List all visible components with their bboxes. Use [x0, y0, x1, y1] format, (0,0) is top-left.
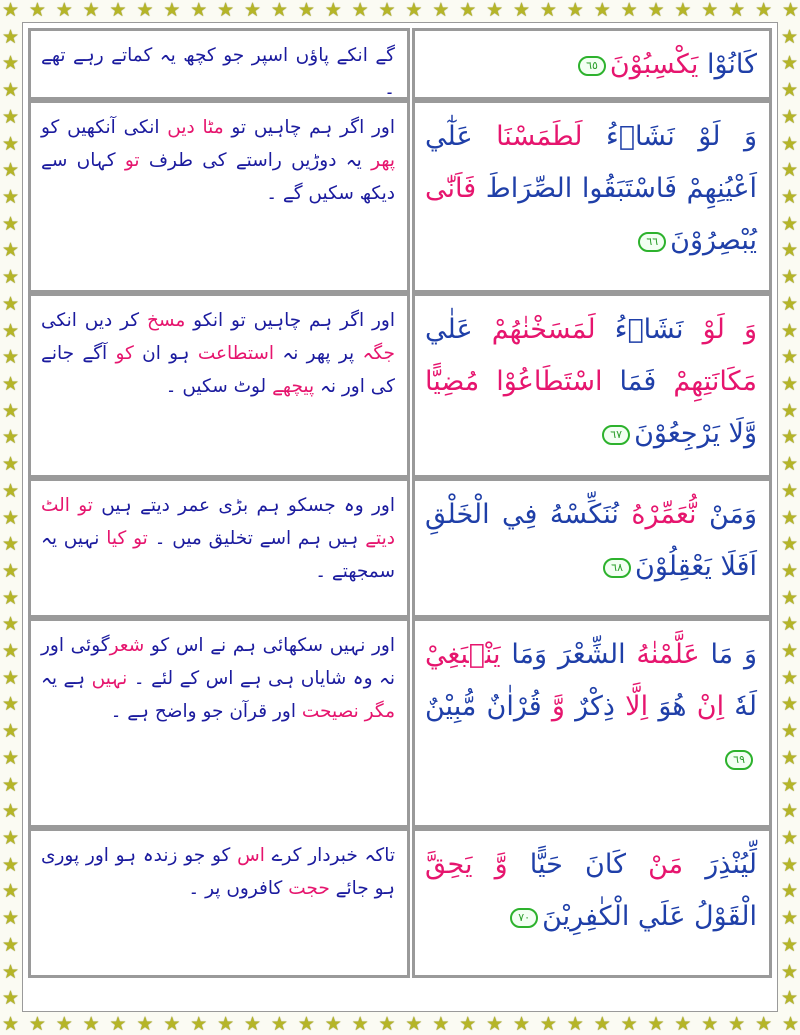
- star-icon: ★: [486, 1013, 504, 1035]
- ayah-number-marker: ٦٥: [578, 56, 606, 76]
- urdu-phrase: اس: [237, 845, 265, 866]
- urdu-phrase: انکی آنکھیں کو: [41, 117, 168, 138]
- verse-row: [28, 828, 772, 978]
- star-icon: ★: [780, 559, 799, 582]
- star-icon: ★: [674, 1013, 692, 1035]
- ayah-number-marker: ٦٩: [725, 750, 753, 770]
- star-icon: ★: [1, 987, 20, 1010]
- arabic-word: اَفَلَا يَعْقِلُوْنَ: [634, 551, 757, 582]
- star-icon: ★: [1, 79, 20, 102]
- arabic-word: مَكَانَتِهِمْ: [656, 366, 757, 397]
- star-icon: ★: [728, 1013, 746, 1035]
- star-icon: ★: [1, 907, 20, 930]
- star-icon: ★: [780, 880, 799, 903]
- star-icon: ★: [190, 1013, 208, 1035]
- arabic-verse-text: [425, 489, 757, 593]
- star-icon: ★: [780, 426, 799, 449]
- star-icon: ★: [1, 933, 20, 956]
- star-icon: ★: [244, 1013, 262, 1035]
- star-icon: ★: [701, 1013, 719, 1035]
- star-icon: ★: [351, 0, 369, 21]
- star-icon: ★: [780, 105, 799, 128]
- arabic-word: عَلٰٓي اَعْيُنِهِمْ فَاسْتَبَقُوا الصِّرَاطَ: [425, 121, 757, 204]
- arabic-word: وَ مَا: [699, 639, 757, 670]
- star-icon: ★: [1, 586, 20, 609]
- urdu-phrase: کہاں سے دیکھ سکیں گے ۔: [41, 150, 395, 204]
- urdu-translation-cell: [28, 618, 410, 828]
- arabic-word: فَمَا: [602, 366, 657, 397]
- star-icon: ★: [1, 559, 20, 582]
- arabic-verse-cell: [412, 100, 772, 293]
- star-icon: ★: [109, 1013, 127, 1035]
- urdu-phrase: کافروں پر ۔: [188, 878, 289, 899]
- star-icon: ★: [780, 292, 799, 315]
- arabic-word: فَاَنّٰى: [425, 173, 477, 204]
- star-icon: ★: [297, 1013, 315, 1035]
- star-icon: ★: [1, 853, 20, 876]
- arabic-verse-cell: [412, 618, 772, 828]
- urdu-phrase: کر دیں انکی: [41, 310, 147, 331]
- star-icon: ★: [1, 52, 20, 75]
- star-icon: ★: [620, 0, 638, 21]
- urdu-phrase: گے انکے پاؤں اسپر جو کچھ یہ کماتے رہے تھے ۔: [41, 45, 395, 99]
- arabic-word: يَنْۢبَغِيْ: [425, 639, 501, 670]
- star-icon: ★: [270, 1013, 288, 1035]
- arabic-word: وَّلَا يَرْجِعُوْنَ: [634, 418, 757, 449]
- star-icon: ★: [297, 0, 315, 21]
- star-icon: ★: [1, 746, 20, 769]
- arabic-verse-text: [425, 629, 757, 785]
- urdu-phrase: پر پھر نہ: [274, 343, 363, 364]
- star-icon: ★: [780, 372, 799, 395]
- arabic-word: لَهٗ: [724, 691, 758, 722]
- arabic-word: يُبْصِرُوْنَ: [670, 225, 757, 256]
- star-icon: ★: [1, 426, 20, 449]
- star-icon: ★: [780, 399, 799, 422]
- urdu-translation-text: [41, 39, 395, 105]
- star-icon: ★: [781, 0, 800, 21]
- urdu-translation-text: [41, 111, 395, 210]
- urdu-translation-text: [41, 839, 395, 905]
- star-icon: ★: [486, 0, 504, 21]
- ayah-number-marker: ٦٦: [638, 232, 666, 252]
- star-icon: ★: [1, 212, 20, 235]
- star-icon: ★: [1, 372, 20, 395]
- verse-row: [28, 293, 772, 478]
- star-icon: ★: [28, 1013, 46, 1035]
- arabic-word: لَمَسَخْنٰهُمْ: [472, 314, 596, 345]
- star-icon: ★: [780, 666, 799, 689]
- star-icon: ★: [190, 0, 208, 21]
- star-icon: ★: [780, 185, 799, 208]
- star-icon: ★: [1, 132, 20, 155]
- urdu-translation-text: [41, 489, 395, 588]
- star-icon: ★: [780, 319, 799, 342]
- urdu-phrase: جگہ: [362, 343, 395, 364]
- urdu-phrase: تاکہ خبردار کرے: [264, 845, 395, 866]
- star-icon: ★: [780, 239, 799, 262]
- star-icon: ★: [780, 79, 799, 102]
- star-icon: ★: [780, 479, 799, 502]
- star-icon: ★: [513, 0, 531, 21]
- star-icon: ★: [82, 1013, 100, 1035]
- star-icon: ★: [1, 319, 20, 342]
- star-icon: ★: [1, 292, 20, 315]
- star-icon: ★: [217, 1013, 235, 1035]
- verse-row: [28, 100, 772, 293]
- star-icon: ★: [351, 1013, 369, 1035]
- star-icon: ★: [780, 987, 799, 1010]
- star-icon: ★: [1, 720, 20, 743]
- star-icon: ★: [1, 800, 20, 823]
- arabic-word: عَلٰي: [425, 314, 473, 345]
- urdu-phrase: پھر: [371, 150, 395, 171]
- urdu-phrase: شعر: [109, 635, 145, 656]
- arabic-word: مَنْ: [625, 849, 684, 880]
- star-icon: ★: [270, 0, 288, 21]
- star-icon: ★: [780, 52, 799, 75]
- urdu-translation-cell: [28, 28, 410, 100]
- star-icon: ★: [1, 239, 20, 262]
- arabic-word: نُنَكِّسْهُ فِي الْخَلْقِ: [425, 499, 619, 530]
- star-icon: ★: [1, 479, 20, 502]
- urdu-translation-cell: [28, 828, 410, 978]
- star-icon: ★: [593, 1013, 611, 1035]
- star-icon: ★: [780, 132, 799, 155]
- star-icon: ★: [55, 0, 73, 21]
- urdu-phrase: کو جو زندہ ہو اور پوری ہو جائے: [41, 845, 395, 899]
- urdu-phrase: گوئی اور نہ وہ شایاں ہی ہے اس کے لئے ۔: [41, 635, 396, 689]
- arabic-word: كَانَ حَيًّا: [507, 849, 626, 880]
- urdu-translation-cell: [28, 293, 410, 478]
- star-icon: ★: [163, 1013, 181, 1035]
- urdu-translation-cell: [28, 100, 410, 293]
- urdu-phrase: ہیں ہم اسے تخلیق میں ۔: [147, 528, 366, 549]
- star-icon: ★: [728, 0, 746, 21]
- urdu-phrase: ہو ان: [133, 343, 198, 364]
- star-icon: ★: [1, 693, 20, 716]
- urdu-phrase: مسخ: [146, 310, 186, 331]
- urdu-phrase: نصیحت: [301, 701, 359, 722]
- urdu-phrase: ہے یہ: [41, 668, 92, 689]
- star-icon: ★: [780, 640, 799, 663]
- star-icon: ★: [780, 853, 799, 876]
- star-icon: ★: [1, 0, 20, 21]
- star-icon: ★: [780, 960, 799, 983]
- star-icon: ★: [780, 720, 799, 743]
- star-icon: ★: [539, 1013, 557, 1035]
- arabic-word: اِلَّا: [614, 691, 649, 722]
- urdu-phrase: یہ دوڑیں راستے کی طرف: [139, 150, 372, 171]
- urdu-phrase: حجت: [288, 878, 330, 899]
- arabic-verse-text: [425, 304, 757, 460]
- star-icon: ★: [780, 693, 799, 716]
- star-icon: ★: [405, 0, 423, 21]
- arabic-word: وَّ يَحِقَّ: [425, 849, 508, 880]
- star-icon: ★: [780, 773, 799, 796]
- star-icon: ★: [1, 266, 20, 289]
- star-icon: ★: [1, 960, 20, 983]
- star-icon: ★: [780, 586, 799, 609]
- star-icon: ★: [1, 453, 20, 476]
- arabic-verse-cell: [412, 293, 772, 478]
- star-icon: ★: [109, 0, 127, 21]
- urdu-translation-text: [41, 629, 395, 728]
- arabic-word: اسْتَطَاعُوْا مُضِيًّا: [425, 366, 603, 397]
- star-icon: ★: [1, 880, 20, 903]
- star-icon: ★: [1, 159, 20, 182]
- urdu-phrase: تو الٹ دیتے: [41, 495, 395, 549]
- urdu-phrase: اور قرآن جو واضح ہے ۔: [110, 701, 302, 722]
- arabic-word: وَ لَوْ: [683, 314, 757, 345]
- star-icon: ★: [136, 0, 154, 21]
- star-icon: ★: [755, 0, 773, 21]
- arabic-word: الشِّعْرَ وَمَا: [500, 639, 626, 670]
- star-icon: ★: [780, 907, 799, 930]
- star-icon: ★: [566, 1013, 584, 1035]
- urdu-phrase: اور اگر ہم چاہیں تو انکو: [185, 310, 395, 331]
- urdu-phrase: اور نہیں سکھائی ہم نے اس کو: [144, 635, 395, 656]
- star-icon: ★: [28, 0, 46, 21]
- arabic-word: لَطَمَسْنَا: [472, 121, 583, 152]
- star-icon: ★: [1, 1013, 20, 1035]
- verse-row: [28, 28, 772, 100]
- arabic-word: لِّيُنْذِرَ: [683, 849, 757, 880]
- star-icon: ★: [217, 0, 235, 21]
- star-icon: ★: [1, 399, 20, 422]
- star-icon: ★: [244, 0, 262, 21]
- arabic-word: كَانُوْا: [698, 49, 757, 80]
- star-icon: ★: [324, 0, 342, 21]
- arabic-word: نَشَاۗءُ: [595, 314, 684, 345]
- arabic-word: اِنْ: [686, 691, 725, 722]
- arabic-word: يَكْسِبُوْنَ: [609, 49, 699, 80]
- star-icon: ★: [539, 0, 557, 21]
- ayah-number-marker: ٦٧: [602, 425, 630, 445]
- star-icon: ★: [781, 1013, 800, 1035]
- arabic-word: وَ لَوْ نَشَاۗءُ: [582, 121, 758, 152]
- star-icon: ★: [1, 827, 20, 850]
- star-icon: ★: [163, 0, 181, 21]
- urdu-phrase: مگر: [364, 701, 395, 722]
- star-icon: ★: [780, 159, 799, 182]
- star-icon: ★: [459, 1013, 477, 1035]
- star-icon: ★: [755, 1013, 773, 1035]
- star-icon: ★: [647, 1013, 665, 1035]
- star-icon: ★: [1, 25, 20, 48]
- urdu-phrase: کو: [115, 343, 134, 364]
- urdu-phrase: پیچھے: [272, 376, 315, 397]
- star-icon: ★: [780, 613, 799, 636]
- star-icon: ★: [780, 453, 799, 476]
- star-icon: ★: [780, 827, 799, 850]
- arabic-word: نُّعَمِّرْهُ: [618, 499, 697, 530]
- star-icon: ★: [459, 0, 477, 21]
- urdu-phrase: نہیں: [91, 668, 128, 689]
- verse-row: [28, 478, 772, 618]
- ayah-number-marker: ٦٨: [603, 558, 631, 578]
- star-icon: ★: [405, 1013, 423, 1035]
- star-icon: ★: [780, 800, 799, 823]
- urdu-phrase: آگے جانے کی اور نہ: [41, 343, 395, 397]
- star-icon: ★: [1, 105, 20, 128]
- star-icon: ★: [780, 266, 799, 289]
- star-icon: ★: [780, 533, 799, 556]
- star-icon: ★: [780, 506, 799, 529]
- arabic-word: هُوَ: [648, 691, 687, 722]
- urdu-phrase: مٹا دیں: [167, 117, 224, 138]
- arabic-word: وَّ: [541, 691, 565, 722]
- star-icon: ★: [136, 1013, 154, 1035]
- arabic-word: قُرْاٰنٌ: [476, 691, 542, 722]
- urdu-phrase: تو: [124, 150, 140, 171]
- star-icon: ★: [1, 185, 20, 208]
- star-icon: ★: [780, 346, 799, 369]
- star-icon: ★: [620, 1013, 638, 1035]
- star-icon: ★: [780, 746, 799, 769]
- arabic-verse-cell: [412, 828, 772, 978]
- arabic-verse-text: [425, 39, 757, 91]
- star-icon: ★: [432, 0, 450, 21]
- urdu-phrase: اور وہ جسکو ہم بڑی عمر دیتے ہیں: [92, 495, 395, 516]
- content-panel: [22, 22, 778, 1012]
- star-icon: ★: [1, 533, 20, 556]
- star-icon: ★: [513, 1013, 531, 1035]
- star-icon: ★: [378, 1013, 396, 1035]
- star-icon: ★: [1, 666, 20, 689]
- arabic-verse-text: [425, 111, 757, 267]
- urdu-phrase: تو کیا: [106, 528, 148, 549]
- star-icon: ★: [780, 25, 799, 48]
- star-icon: ★: [1, 613, 20, 636]
- star-icon: ★: [647, 0, 665, 21]
- urdu-phrase: اور اگر ہم چاہیں تو: [223, 117, 395, 138]
- star-icon: ★: [55, 1013, 73, 1035]
- star-icon: ★: [1, 773, 20, 796]
- urdu-phrase: لوٹ سکیں ۔: [165, 376, 273, 397]
- star-icon: ★: [1, 640, 20, 663]
- star-icon: ★: [1, 506, 20, 529]
- star-icon: ★: [82, 0, 100, 21]
- urdu-phrase: نہیں یہ سمجھتے ۔: [41, 528, 395, 582]
- verse-row: [28, 618, 772, 828]
- star-icon: ★: [432, 1013, 450, 1035]
- ayah-number-marker: ٧٠: [510, 908, 538, 928]
- arabic-word: الْقَوْلُ عَلَي الْكٰفِرِيْنَ: [542, 901, 757, 932]
- urdu-translation-text: [41, 304, 395, 403]
- arabic-word: وَمَنْ: [696, 499, 757, 530]
- star-icon: ★: [566, 0, 584, 21]
- arabic-word: ذِكْرٌ: [564, 691, 615, 722]
- star-icon: ★: [674, 0, 692, 21]
- star-icon: ★: [780, 212, 799, 235]
- arabic-verse-text: [425, 839, 757, 943]
- arabic-verse-cell: [412, 478, 772, 618]
- star-icon: ★: [378, 0, 396, 21]
- star-icon: ★: [1, 346, 20, 369]
- arabic-word: مُّبِيْنٌ: [425, 691, 477, 722]
- star-icon: ★: [324, 1013, 342, 1035]
- star-icon: ★: [780, 933, 799, 956]
- star-icon: ★: [701, 0, 719, 21]
- urdu-translation-cell: [28, 478, 410, 618]
- star-icon: ★: [593, 0, 611, 21]
- urdu-phrase: استطاعت: [197, 343, 275, 364]
- arabic-word: عَلَّمْنٰهُ: [625, 639, 700, 670]
- arabic-verse-cell: [412, 28, 772, 100]
- bottom-margin: [28, 985, 772, 1005]
